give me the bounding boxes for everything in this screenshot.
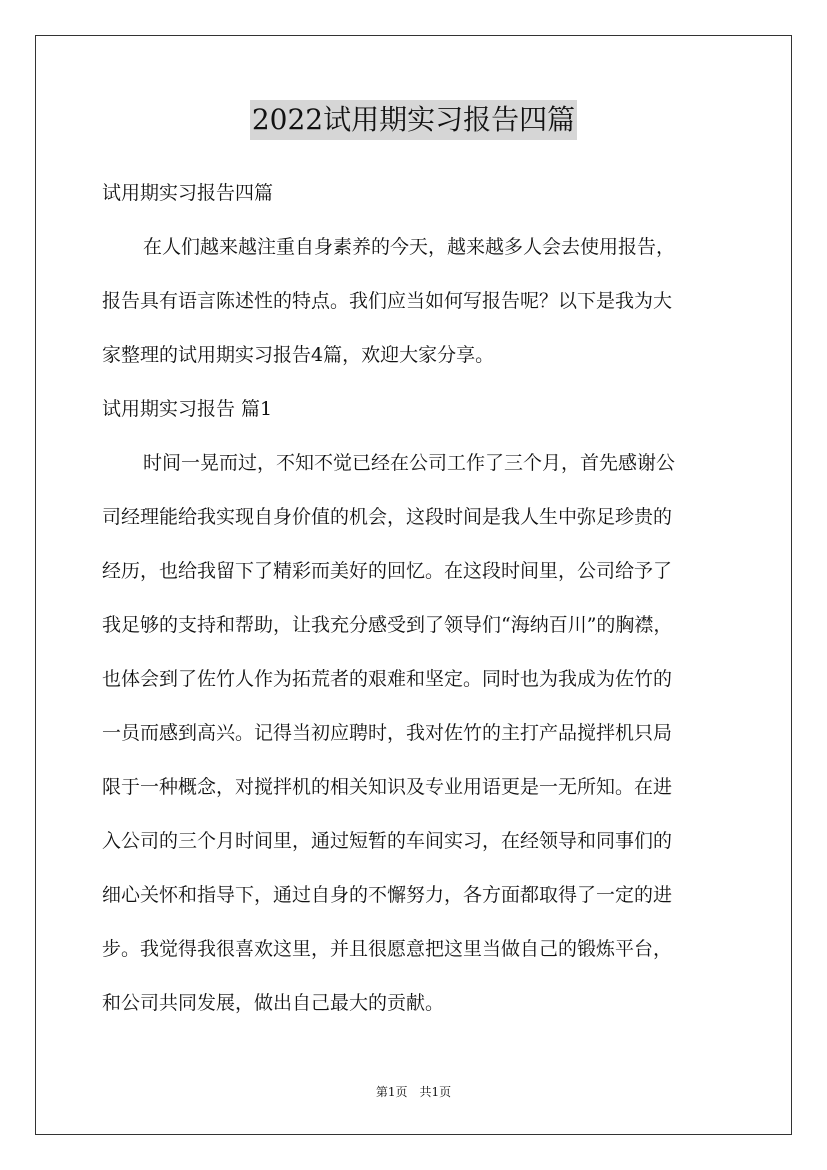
section-heading-overview: 试用期实习报告四篇 (102, 182, 274, 204)
intro-line-3: 家整理的试用期实习报告4篇，欢迎大家分享。 (102, 344, 495, 366)
body-line-6: 一员而感到高兴。记得当初应聘时，我对佐竹的主打产品搅拌机只局 (102, 722, 673, 744)
intro-line-2: 报告具有语言陈述性的特点。我们应当如何写报告呢？以下是我为大 (102, 290, 673, 312)
title-container (0, 100, 827, 140)
body-line-2: 司经理能给我实现自身价值的机会，这段时间是我人生中弥足珍贵的 (102, 506, 673, 528)
body-line-4: 我足够的支持和帮助，让我充分感受到了领导们“海纳百川”的胸襟， (102, 614, 673, 636)
intro-line-1: 在人们越来越注重自身素养的今天，越来越多人会去使用报告， (143, 236, 676, 258)
body-line-1: 时间一晃而过，不知不觉已经在公司工作了三个月，首先感谢公 (143, 452, 676, 474)
body-line-5: 也体会到了佐竹人作为拓荒者的艰难和坚定。同时也为我成为佐竹的 (102, 668, 673, 690)
body-line-9: 细心关怀和指导下，通过自身的不懈努力，各方面都取得了一定的进 (102, 884, 673, 906)
body-line-7: 限于一种概念，对搅拌机的相关知识及专业用语更是一无所知。在进 (102, 776, 673, 798)
body-line-3: 经历，也给我留下了精彩而美好的回忆。在这段时间里，公司给予了 (102, 560, 673, 582)
page-number: 第1页 共1页 (375, 1085, 452, 1099)
document-title: 2022试用期实习报告四篇 (250, 100, 577, 140)
page-footer (0, 1085, 827, 1099)
body-line-8: 入公司的三个月时间里，通过短暂的车间实习，在经领导和同事们的 (102, 830, 673, 852)
body-line-10: 步。我觉得我很喜欢这里，并且很愿意把这里当做自己的锻炼平台， (102, 938, 673, 960)
body-line-11: 和公司共同发展，做出自己最大的贡献。 (102, 992, 445, 1014)
section-heading-part1: 试用期实习报告 篇1 (102, 398, 273, 420)
